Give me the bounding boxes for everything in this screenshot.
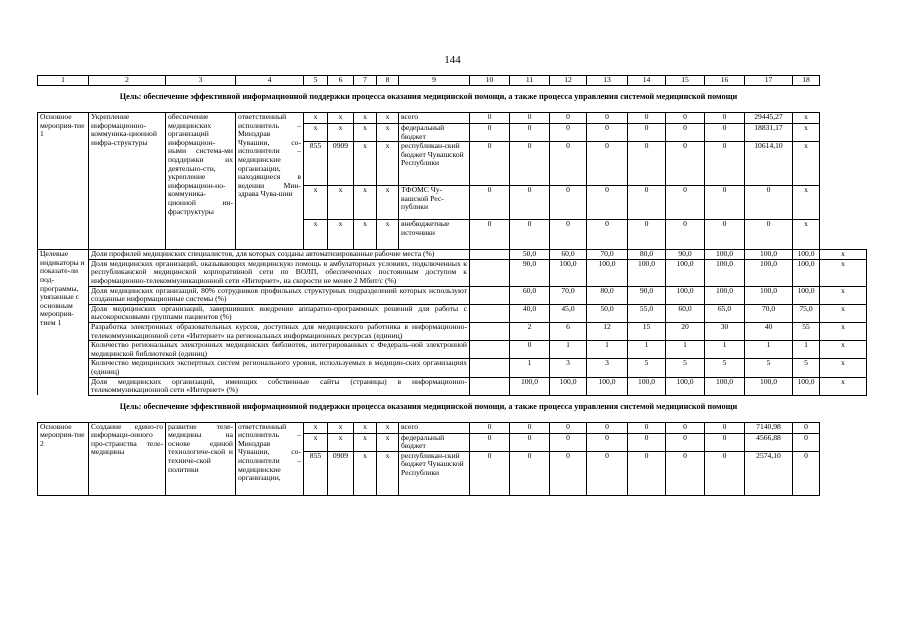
indicator-row — [38, 322, 867, 340]
budget-code-cell: x — [354, 433, 377, 451]
page-number: 144 — [444, 54, 461, 66]
funding-value-cell: 0 — [666, 113, 705, 124]
column-number-cell: 16 — [705, 76, 745, 86]
indicator-value-cell: 1 — [550, 341, 587, 359]
funding-value-cell: 0 — [510, 124, 550, 142]
funding-value-cell: 0 — [587, 220, 628, 250]
empty-cell — [470, 377, 510, 395]
funding-value-cell: 0 — [628, 422, 666, 433]
indicator-value-cell: x — [820, 322, 867, 340]
funding-value-cell: 0 — [745, 186, 793, 220]
column-number-cell: 15 — [666, 76, 705, 86]
funding-value-cell: 0 — [666, 186, 705, 220]
indicator-value-cell: 100,0 — [705, 250, 745, 260]
funding-value-cell: 0 — [628, 113, 666, 124]
column-number-cell: 14 — [628, 76, 666, 86]
empty-cell — [470, 304, 510, 322]
indicator-value-cell: x — [820, 304, 867, 322]
column-number-cell: 2 — [89, 76, 166, 86]
indicator-row — [38, 250, 867, 260]
budget-code-cell: x — [354, 124, 377, 142]
indicator-text-cell: Доля медицинских организаций, завершивших внедрение аппаратно-программных решений для работы с высокорисковыми группами пациентов (%) — [89, 304, 470, 322]
budget-code-cell: x — [377, 422, 399, 433]
budget-code-cell: x — [377, 124, 399, 142]
indicator-value-cell: 100,0 — [793, 286, 820, 304]
budget-code-cell: 855 — [304, 451, 328, 495]
indicator-value-cell: 2 — [510, 322, 550, 340]
funding-value-cell: 0 — [470, 451, 510, 495]
column-number-cell: 12 — [550, 76, 587, 86]
event-title-cell: Основное мероприя-тие 2 — [38, 422, 89, 495]
budget-code-cell: x — [377, 220, 399, 250]
event-title-cell: Основное мероприя-тие 1 — [38, 113, 89, 250]
indicator-value-cell: x — [820, 286, 867, 304]
funding-value-cell: 0 — [587, 433, 628, 451]
funding-value-cell: 0 — [587, 422, 628, 433]
funding-value-cell: 0 — [550, 142, 587, 186]
budget-code-cell: x — [328, 433, 354, 451]
funding-value-cell: 0 — [510, 113, 550, 124]
indicator-value-cell: 6 — [550, 322, 587, 340]
funding-value-cell: 0 — [666, 142, 705, 186]
empty-cell — [470, 259, 510, 286]
funding-value-cell: 0 — [550, 433, 587, 451]
event-name-cell: Укрепление информационно-коммуника-ционной инфра-структуры — [89, 113, 166, 250]
budget-code-cell: x — [377, 451, 399, 495]
funding-value-cell: 0 — [550, 422, 587, 433]
budget-code-cell: x — [354, 451, 377, 495]
funding-source-cell: внебюджетные источники — [399, 220, 470, 250]
indicator-value-cell: 100,0 — [666, 286, 705, 304]
indicator-value-cell: 100,0 — [666, 259, 705, 286]
budget-code-cell: x — [377, 113, 399, 124]
indicator-value-cell: x — [820, 259, 867, 286]
funding-value-cell: 0 — [705, 220, 745, 250]
indicator-value-cell: 60,0 — [550, 250, 587, 260]
budget-code-cell: x — [354, 186, 377, 220]
funding-value-cell: 0 — [510, 451, 550, 495]
funding-value-cell: 0 — [628, 124, 666, 142]
funding-value-cell: 0 — [666, 220, 705, 250]
funding-value-cell: 0 — [470, 433, 510, 451]
indicator-value-cell: 12 — [587, 322, 628, 340]
funding-value-cell: 0 — [705, 113, 745, 124]
funding-value-cell: 0 — [793, 451, 820, 495]
funding-source-cell: республикан-ский бюджет Чувашской Республики — [399, 451, 470, 495]
indicator-value-cell: 70,0 — [550, 286, 587, 304]
funding-value-cell: 0 — [705, 124, 745, 142]
funding-value-cell: 0 — [550, 113, 587, 124]
budget-code-cell: x — [328, 186, 354, 220]
indicator-value-cell: 100,0 — [628, 259, 666, 286]
event-name-cell: Создание едино-го информаци-онного про-странства теле-медицины — [89, 422, 166, 495]
funding-value-cell: 0 — [587, 186, 628, 220]
column-number-cell: 13 — [587, 76, 628, 86]
funding-value-cell: 0 — [666, 124, 705, 142]
indicator-value-cell: 20 — [666, 322, 705, 340]
indicator-value-cell: x — [820, 341, 867, 359]
goal-heading-2: Цель: обеспечение эффективной информационной поддержки процесса оказания медицинской помощи, а также процесса управления системой медицинской помощи — [119, 401, 738, 411]
indicator-value-cell: 100,0 — [550, 259, 587, 286]
funding-value-cell: 0 — [628, 142, 666, 186]
funding-value-cell: 18831,17 — [745, 124, 793, 142]
funding-value-cell: 0 — [666, 433, 705, 451]
funding-source-cell: ТФОМС Чу-вашской Рес-публики — [399, 186, 470, 220]
funding-value-cell: 0 — [705, 451, 745, 495]
funding-value-cell: 7140,98 — [745, 422, 793, 433]
budget-code-cell: x — [377, 433, 399, 451]
indicator-value-cell: 60,0 — [666, 304, 705, 322]
indicator-value-cell: 100,0 — [793, 377, 820, 395]
column-number-row — [38, 76, 867, 86]
funding-value-cell: 0 — [470, 142, 510, 186]
indicator-value-cell: 100,0 — [666, 377, 705, 395]
funding-row — [38, 422, 867, 433]
indicator-value-cell: 100,0 — [705, 259, 745, 286]
indicator-value-cell: 1 — [510, 359, 550, 377]
indicator-value-cell: 3 — [550, 359, 587, 377]
indicator-value-cell: 1 — [587, 341, 628, 359]
indicator-row — [38, 377, 867, 395]
indicator-value-cell: 55 — [793, 322, 820, 340]
funding-value-cell: 0 — [793, 433, 820, 451]
goal-heading-1: Цель: обеспечение эффективной информационной поддержки процесса оказания медицинской помощи, а также процесса управления системой медицинской помощи — [119, 92, 738, 101]
indicator-value-cell: 1 — [705, 341, 745, 359]
funding-value-cell: 0 — [550, 124, 587, 142]
budget-code-cell: x — [304, 422, 328, 433]
funding-value-cell: 0 — [705, 186, 745, 220]
funding-source-cell: республикан-ский бюджет Чувашской Республики — [399, 142, 470, 186]
funding-value-cell: 0 — [470, 113, 510, 124]
column-number-cell: 7 — [354, 76, 377, 86]
funding-value-cell: 0 — [705, 142, 745, 186]
funding-value-cell: 0 — [666, 422, 705, 433]
indicator-text-cell: Доля медицинских организаций, оказывающих медицинскую помощь в амбулаторных условиях, подключенных к республиканской медицинской корпоративной сети по ВОЛП, обеспеченных постоянным доступом к информационно-телекоммуникационной сети «Интернет», на скорости не менее 2 Мбит/с (%) — [89, 259, 470, 286]
funding-value-cell: x — [793, 186, 820, 220]
funding-value-cell: 0 — [628, 451, 666, 495]
funding-value-cell: 4566,88 — [745, 433, 793, 451]
funding-value-cell: 0 — [666, 451, 705, 495]
indicator-value-cell: 15 — [628, 322, 666, 340]
funding-value-cell: 0 — [470, 186, 510, 220]
indicator-value-cell: 90,0 — [628, 286, 666, 304]
indicator-value-cell: 1 — [666, 341, 705, 359]
budget-code-cell: x — [304, 124, 328, 142]
indicator-value-cell: 1 — [745, 341, 793, 359]
indicator-value-cell: 1 — [793, 341, 820, 359]
funding-value-cell: 29445,27 — [745, 113, 793, 124]
indicator-value-cell: 100,0 — [793, 259, 820, 286]
funding-source-cell: федеральный бюджет — [399, 433, 470, 451]
indicator-value-cell: 100,0 — [587, 377, 628, 395]
empty-cell — [470, 250, 510, 260]
funding-value-cell: 0 — [793, 422, 820, 433]
indicator-value-cell: 5 — [628, 359, 666, 377]
indicator-text-cell: Разработка электронных образовательных курсов, доступных для медицинского работника в информационно-телекоммуникационной сети «Интернет» на региональных информационных ресурсах (единиц) — [89, 322, 470, 340]
funding-source-cell: федеральный бюджет — [399, 124, 470, 142]
funding-value-cell: 0 — [587, 142, 628, 186]
funding-value-cell: 0 — [705, 422, 745, 433]
indicator-value-cell: 100,0 — [745, 286, 793, 304]
funding-value-cell: 0 — [587, 451, 628, 495]
indicator-value-cell: 40 — [745, 322, 793, 340]
indicator-value-cell: 60,0 — [510, 286, 550, 304]
indicator-value-cell: x — [820, 377, 867, 395]
indicator-value-cell: 75,0 — [793, 304, 820, 322]
indicator-value-cell: 5 — [666, 359, 705, 377]
budget-code-cell: x — [328, 422, 354, 433]
indicator-value-cell: 90,0 — [666, 250, 705, 260]
indicator-value-cell: 100,0 — [705, 377, 745, 395]
column-number-cell: 8 — [377, 76, 399, 86]
program-table — [37, 75, 867, 496]
executor-cell: ответственный исполнитель – Минздрав Чувашии, со-исполнители – медицинские организации, — [236, 422, 304, 495]
indicator-value-cell: 100,0 — [793, 250, 820, 260]
funding-value-cell: 0 — [628, 220, 666, 250]
funding-source-cell: всего — [399, 422, 470, 433]
budget-code-cell: x — [377, 186, 399, 220]
column-number-cell: 9 — [399, 76, 470, 86]
indicator-value-cell: 80,0 — [587, 286, 628, 304]
budget-code-cell: 0909 — [328, 142, 354, 186]
funding-value-cell: x — [793, 220, 820, 250]
funding-value-cell: 0 — [550, 186, 587, 220]
indicator-value-cell: 0 — [510, 341, 550, 359]
empty-cell — [470, 286, 510, 304]
indicator-value-cell: 65,0 — [705, 304, 745, 322]
funding-value-cell: 10614,10 — [745, 142, 793, 186]
indicator-row — [38, 304, 867, 322]
funding-value-cell: 0 — [628, 186, 666, 220]
indicator-row — [38, 286, 867, 304]
indicator-value-cell: 30 — [705, 322, 745, 340]
budget-code-cell: 855 — [304, 142, 328, 186]
indicators-label-cell: Целевые индикаторы и показате-ли под-программы, увязанные с основным мероприя-тием 1 — [38, 250, 89, 396]
column-number-cell: 18 — [793, 76, 820, 86]
budget-code-cell: x — [328, 220, 354, 250]
column-number-cell: 1 — [38, 76, 89, 86]
indicator-value-cell: 40,0 — [510, 304, 550, 322]
funding-value-cell: x — [793, 113, 820, 124]
budget-code-cell: x — [304, 113, 328, 124]
budget-code-cell: x — [328, 124, 354, 142]
funding-value-cell: 0 — [470, 220, 510, 250]
empty-cell — [470, 341, 510, 359]
event-task-cell: обеспечение медицинских организаций информацион-ными система-ми поддержки их деятельно-сти, укрепление информацион-но-коммуника-ционной ин-фраструктуры — [166, 113, 236, 250]
indicator-value-cell: 55,0 — [628, 304, 666, 322]
budget-code-cell: x — [354, 422, 377, 433]
indicator-value-cell: 50,0 — [510, 250, 550, 260]
indicator-value-cell: 50,0 — [587, 304, 628, 322]
event-task-cell: развитие теле-медицины на основе единой технологиче-ской и техниче-ской политики — [166, 422, 236, 495]
funding-row — [38, 113, 867, 124]
indicator-value-cell: x — [820, 359, 867, 377]
funding-value-cell: 0 — [705, 433, 745, 451]
funding-value-cell: 0 — [587, 113, 628, 124]
indicator-row — [38, 259, 867, 286]
budget-code-cell: 0909 — [328, 451, 354, 495]
funding-value-cell: 0 — [510, 433, 550, 451]
indicator-value-cell: 100,0 — [745, 250, 793, 260]
indicator-value-cell: 100,0 — [510, 377, 550, 395]
indicator-value-cell: 100,0 — [587, 259, 628, 286]
empty-cell — [470, 359, 510, 377]
indicator-value-cell: 90,0 — [510, 259, 550, 286]
indicator-value-cell: 100,0 — [745, 377, 793, 395]
budget-code-cell: x — [354, 113, 377, 124]
funding-value-cell: x — [793, 124, 820, 142]
funding-value-cell: 0 — [745, 220, 793, 250]
empty-cell — [470, 322, 510, 340]
indicator-value-cell: 100,0 — [550, 377, 587, 395]
indicator-text-cell: Доля медицинских организаций, имеющих собственные сайты (страницы) в информационно-телекоммуникационной сети «Интернет» (%) — [89, 377, 470, 395]
funding-value-cell: 0 — [470, 422, 510, 433]
funding-value-cell: 0 — [510, 142, 550, 186]
budget-code-cell: x — [304, 186, 328, 220]
indicator-value-cell: x — [820, 250, 867, 260]
indicator-value-cell: 1 — [628, 341, 666, 359]
funding-value-cell: 0 — [470, 124, 510, 142]
indicator-value-cell: 70,0 — [745, 304, 793, 322]
funding-value-cell: 2574,10 — [745, 451, 793, 495]
indicator-value-cell: 5 — [793, 359, 820, 377]
column-number-cell: 4 — [236, 76, 304, 86]
indicator-text-cell: Доля медицинских организаций, 80% сотрудников профильных структурных подразделений которых используют созданные информационные системы (%) — [89, 286, 470, 304]
indicator-value-cell: 3 — [587, 359, 628, 377]
funding-value-cell: 0 — [587, 124, 628, 142]
budget-code-cell: x — [304, 433, 328, 451]
indicator-value-cell: 5 — [705, 359, 745, 377]
indicator-value-cell: 100,0 — [745, 259, 793, 286]
funding-value-cell: 0 — [550, 220, 587, 250]
funding-value-cell: 0 — [628, 433, 666, 451]
budget-code-cell: x — [354, 142, 377, 186]
indicator-value-cell: 70,0 — [587, 250, 628, 260]
column-number-cell: 6 — [328, 76, 354, 86]
budget-code-cell: x — [377, 142, 399, 186]
funding-value-cell: x — [793, 142, 820, 186]
column-number-cell: 10 — [470, 76, 510, 86]
indicator-text-cell: Количество региональных электронных медицинских библиотек, интегрированных с Федераль-ной электронной медицинской библиотекой (единиц) — [89, 341, 470, 359]
funding-value-cell: 0 — [510, 422, 550, 433]
indicator-text-cell: Доля профилей медицинских специалистов, для которых созданы автоматизированные рабочие места (%) — [89, 250, 470, 260]
column-number-cell: 3 — [166, 76, 236, 86]
indicator-row — [38, 341, 867, 359]
indicator-value-cell: 100,0 — [705, 286, 745, 304]
executor-cell: ответственный исполнитель – Минздрав Чувашии, со-исполнители – медицинские организации, находящиеся в ведении Мин-здрава Чува-шии — [236, 113, 304, 250]
budget-code-cell: x — [304, 220, 328, 250]
indicator-value-cell: 100,0 — [628, 377, 666, 395]
funding-value-cell: 0 — [510, 220, 550, 250]
column-number-cell: 11 — [510, 76, 550, 86]
budget-code-cell: x — [354, 220, 377, 250]
funding-value-cell: 0 — [510, 186, 550, 220]
indicator-value-cell: 45,0 — [550, 304, 587, 322]
column-number-cell: 17 — [745, 76, 793, 86]
column-number-cell: 5 — [304, 76, 328, 86]
indicator-value-cell: 5 — [745, 359, 793, 377]
funding-value-cell: 0 — [550, 451, 587, 495]
indicator-text-cell: Количество медицинских экспертных систем регионального уровня, используемых в медицин-ских организациях (единиц) — [89, 359, 470, 377]
indicator-row — [38, 359, 867, 377]
funding-source-cell: всего — [399, 113, 470, 124]
budget-code-cell: x — [328, 113, 354, 124]
indicator-value-cell: 80,0 — [628, 250, 666, 260]
